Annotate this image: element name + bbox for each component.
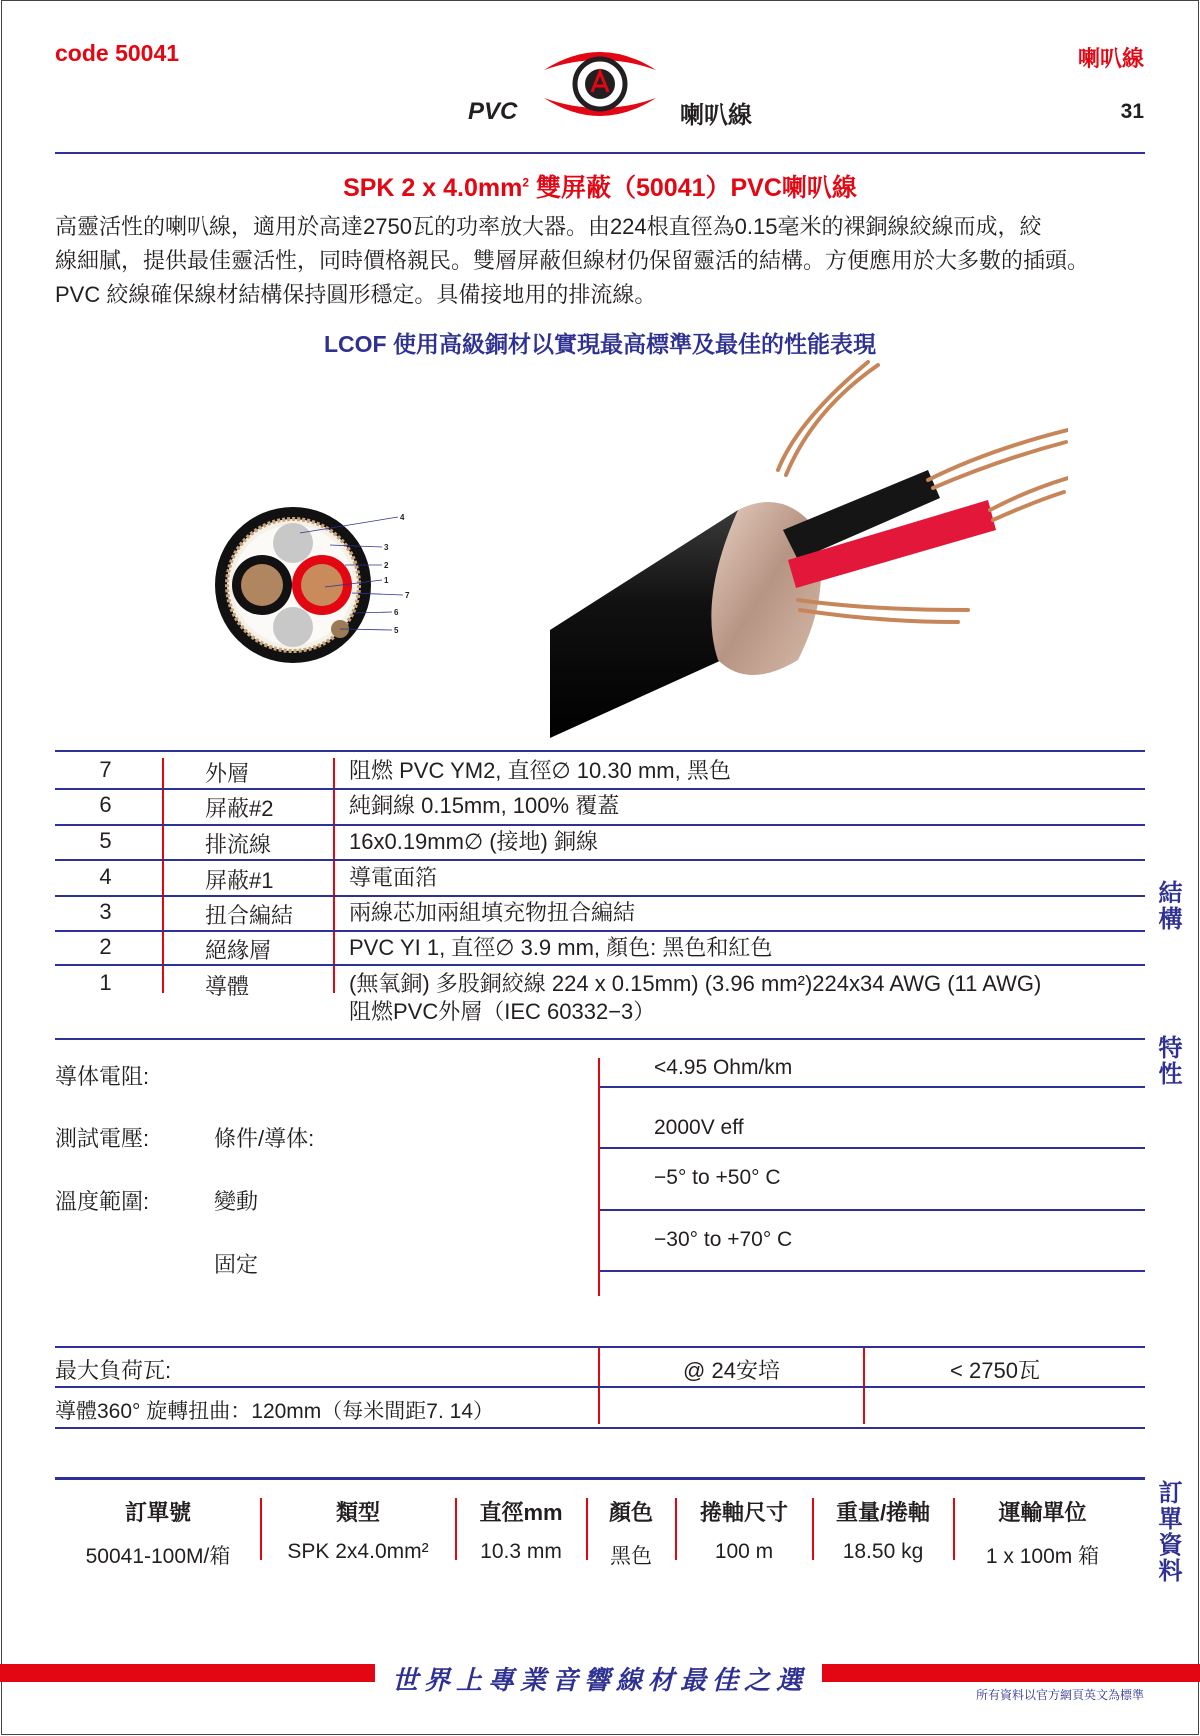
order-value: 50041-100M/箱 xyxy=(85,1545,231,1568)
header-divider xyxy=(55,152,1145,154)
temp-fixed-value: −30° to +70° C xyxy=(654,1228,793,1251)
row-divider xyxy=(55,964,1145,966)
row-number: 2 xyxy=(99,934,112,959)
ca-eye-logo-icon xyxy=(540,42,660,124)
callout-label: 4 xyxy=(400,513,405,522)
footer-note: 所有資料以官方網頁英文為標準 xyxy=(975,1688,1144,1702)
test-voltage-value: 2000V eff xyxy=(654,1116,744,1139)
row-name: 外層 xyxy=(205,761,250,786)
order-value: 1 x 100m 箱 xyxy=(985,1545,1100,1568)
callout-label: 5 xyxy=(394,626,399,635)
temp-flex-label: 變動 xyxy=(214,1189,259,1214)
order-header: 訂單號 xyxy=(124,1500,191,1525)
row-number: 6 xyxy=(99,792,112,817)
row-value-line: 阻燃PVC外層（IEC 60332−3） xyxy=(349,999,656,1024)
order-header: 類型 xyxy=(335,1500,380,1525)
order-header: 捲軸尺寸 xyxy=(699,1500,788,1525)
max-load-power: < 2750瓦 xyxy=(950,1358,1040,1383)
row-number: 4 xyxy=(99,864,112,889)
max-load-label: 最大負荷瓦: xyxy=(55,1358,172,1383)
callout-label: 2 xyxy=(384,561,389,570)
row-number: 1 xyxy=(99,970,112,995)
load-top-line xyxy=(55,1346,1145,1348)
order-header: 直徑mm xyxy=(479,1500,563,1525)
description-line: 線細膩，提供最佳靈活性，同時價格親民。雙層屏蔽但線材仍保留靈活的結構。方便應用於大多數的插頭。 xyxy=(55,248,1090,273)
properties-row-line xyxy=(600,1086,1145,1088)
resistance-label: 導体電阻: xyxy=(55,1064,150,1089)
construction-bottom-line xyxy=(55,1038,1145,1040)
row-value xyxy=(349,970,1200,1026)
construction-top-line xyxy=(55,750,1145,752)
row-name: 排流線 xyxy=(205,832,272,857)
properties-divider xyxy=(598,1058,600,1296)
torsion-spec: 導體360° 旋轉扭曲：120mm（每米間距7. 14） xyxy=(55,1400,494,1423)
resistance-value: <4.95 Ohm/km xyxy=(654,1056,793,1079)
order-value: 100 m xyxy=(714,1540,774,1563)
row-number: 5 xyxy=(99,828,112,853)
row-divider xyxy=(55,788,1145,790)
row-value: PVC YI 1, 直徑∅ 3.9 mm, 顏色: 黑色和紅色 xyxy=(349,935,773,960)
temp-flex-value: −5° to +50° C xyxy=(654,1166,781,1189)
row-value: 純銅線 0.15mm, 100% 覆蓋 xyxy=(349,793,620,818)
temperature-label: 溫度範圍: xyxy=(55,1189,150,1214)
order-side-label: 訂單資料 xyxy=(1154,1480,1181,1584)
max-load-current: @ 24安培 xyxy=(683,1358,780,1383)
construction-col-divider xyxy=(162,758,164,993)
row-value: 兩線芯加兩組填充物扭合編結 xyxy=(349,900,636,925)
description-line: PVC 絞線確保線材結構保持圓形穩定。具備接地用的排流線。 xyxy=(55,282,657,307)
product-description xyxy=(55,210,1175,312)
order-value: 黑色 xyxy=(610,1545,652,1568)
row-value: 16x0.19mm∅ (接地) 銅線 xyxy=(349,829,598,854)
callout-label: 1 xyxy=(384,576,389,585)
page-number: 31 xyxy=(1120,100,1144,123)
description-line: 高靈活性的喇叭線，適用於高達2750瓦的功率放大器。由224根直徑為0.15毫米的裸銅線絞線而成，絞 xyxy=(55,214,1042,239)
row-divider xyxy=(55,930,1145,932)
title-sup: 2 xyxy=(522,175,530,190)
footer-slogan: 世界上專業音響線材最佳之選 xyxy=(391,1665,808,1695)
callout-label: 7 xyxy=(405,591,410,600)
order-value: SPK 2x4.0mm² xyxy=(287,1540,429,1563)
order-value: 18.50 kg xyxy=(842,1540,924,1563)
row-divider xyxy=(55,824,1145,826)
row-number: 7 xyxy=(99,757,112,782)
row-value: 阻燃 PVC YM2, 直徑∅ 10.30 mm, 黑色 xyxy=(349,758,731,783)
callout-label: 6 xyxy=(394,608,399,617)
row-name: 絕緣層 xyxy=(205,938,272,963)
construction-col-divider xyxy=(333,758,335,993)
row-number: 3 xyxy=(99,899,112,924)
properties-row-line xyxy=(600,1270,1145,1272)
category-label: 喇叭線 xyxy=(1077,46,1144,71)
order-value: 10.3 mm xyxy=(480,1540,562,1563)
properties-row-line xyxy=(600,1209,1145,1211)
row-name: 導體 xyxy=(205,974,250,999)
temp-fixed-label: 固定 xyxy=(214,1252,259,1277)
cable-photo xyxy=(548,360,1068,740)
cable-cross-section-diagram xyxy=(210,505,420,665)
pvc-label: PVC xyxy=(468,98,518,125)
row-name: 屏蔽#1 xyxy=(205,868,274,893)
row-value-line: (無氧銅) 多股銅絞線 224 x 0.15mm) (3.96 mm²)224x34 AWG (11 AWG) xyxy=(349,971,1042,996)
properties-side-label: 特性 xyxy=(1154,1035,1181,1087)
row-name: 屏蔽#2 xyxy=(205,796,274,821)
product-subtitle: LCOF 使用高級銅材以實現最高標準及最佳的性能表現 xyxy=(324,331,876,357)
title-prefix: SPK 2 x 4.0mm xyxy=(343,174,523,202)
row-divider xyxy=(55,895,1145,897)
order-header: 顏色 xyxy=(608,1500,653,1525)
row-value: 導電面箔 xyxy=(349,865,438,890)
test-voltage-condition: 條件/導体: xyxy=(214,1126,315,1151)
product-title xyxy=(0,168,1200,204)
title-suffix: 雙屏蔽（50041）PVC喇叭線 xyxy=(529,174,857,202)
test-voltage-label: 測試電壓: xyxy=(55,1126,150,1151)
load-row-line xyxy=(55,1386,1145,1388)
order-top-line xyxy=(55,1477,1145,1480)
logo-name: 喇叭線 xyxy=(680,102,752,129)
product-code: code 50041 xyxy=(55,40,180,66)
order-header: 運輸單位 xyxy=(998,1500,1087,1525)
callout-label: 3 xyxy=(384,543,389,552)
row-name: 扭合編結 xyxy=(205,903,294,928)
construction-side-label: 結構 xyxy=(1154,880,1181,932)
properties-row-line xyxy=(600,1147,1145,1149)
row-divider xyxy=(55,859,1145,861)
order-header: 重量/捲軸 xyxy=(835,1500,931,1525)
load-bottom-line xyxy=(55,1427,1145,1429)
